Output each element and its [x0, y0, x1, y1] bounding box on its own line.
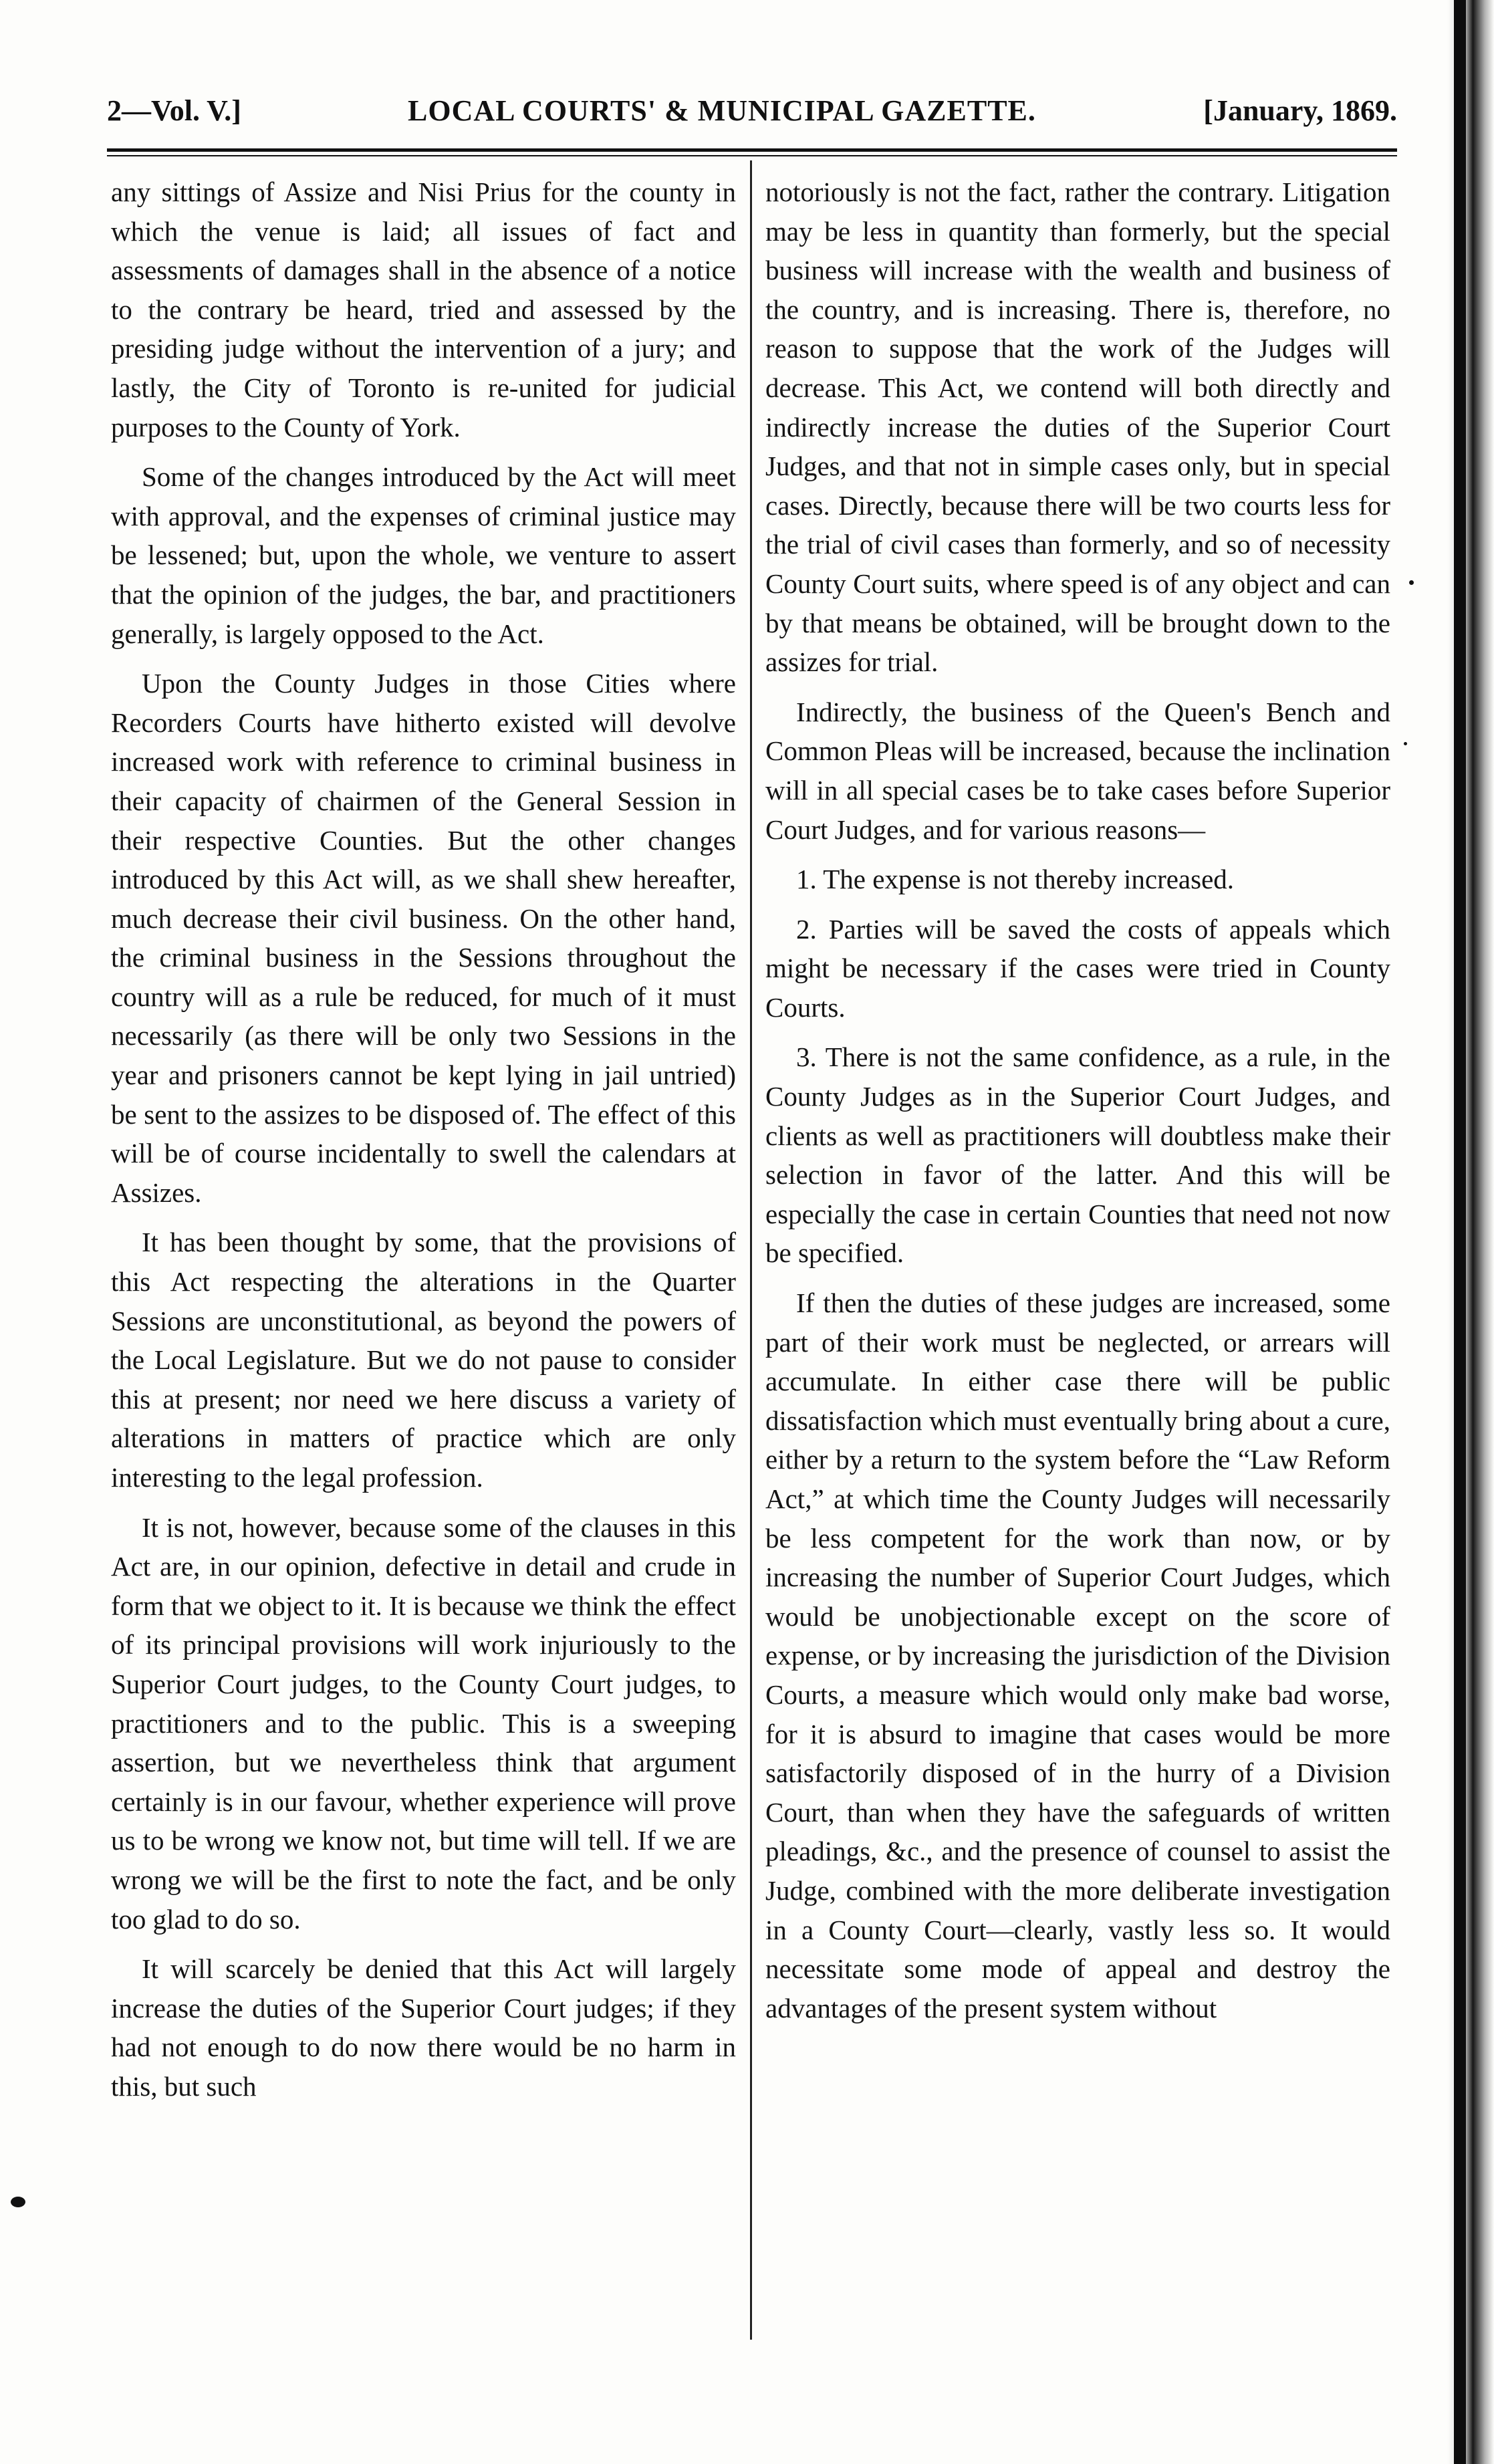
ink-speck: [11, 2197, 25, 2207]
paragraph: any sittings of Assize and Nisi Prius for the county in which the venue is laid; all issues of fact and assessments of damages shall in the absence of a notice to the contrary be heard, tried and assessed by the presiding judge without the intervention of a jury; and lastly, the City of Toronto is re-united for judicial purposes to the County of York.: [111, 176, 736, 443]
paragraph: notoriously is not the fact, rather the contrary. Litigation may be less in quantity than formerly, but the special business will increase with the wealth and business of the country, and is increasing. There is, therefore, no reason to suppose that the work of the Judges will decrease. This Act, we contend will both directly and indirectly increase the duties of the Superior Court Judges, and that not in simple cases only, but in special cases. Directly, because there will be two courts less for the trial of civil cases than formerly, and so of necessity County Court suits, where speed is of any object and can by that means be obtained, will be brought down to the assizes for trial.: [765, 176, 1390, 678]
paragraph: Some of the changes introduced by the Act will meet with approval, and the expenses of criminal justice may be lessened; but, upon the whole, we venture to assert that the opinion of the judges, the bar, and practitioners generally, is largely opposed to the Act.: [111, 461, 736, 649]
left-column: [111, 172, 736, 2117]
paragraph: Indirectly, the business of the Queen's Bench and Common Pleas will be increased, because the inclination will in all special cases be to take cases before Superior Court Judges, and for various reasons—: [765, 696, 1390, 845]
page-header: [107, 94, 1397, 140]
right-column: [765, 172, 1390, 2038]
paragraph: It will scarcely be denied that this Act will largely increase the duties of the Superior Court judges; if they had not enough to do now there would be no harm in this, but such: [111, 1953, 736, 2102]
paragraph: Upon the County Judges in those Cities where Recorders Courts have hitherto existed will devolve increased work with reference to criminal business in their capacity of chairmen of the General Session in their respective Counties. But the other changes introduced by this Act will, as we shall shew hereafter, much decrease their civil business. On the other hand, the criminal business in the Sessions throughout the country will as a rule be reduced, for much of it must necessarily (as there will be only two Sessions in the year and prisoners cannot be kept lying in jail untried) be sent to the assizes to be disposed of. The effect of this will be of course incidentally to swell the calendars at Assizes.: [111, 668, 736, 1208]
paragraph: If then the duties of these judges are increased, some part of their work must be neglected, or arrears will accumulate. In either case there will be public dissatisfaction which must eventually bring about a cure, either by a return to the system before the “Law Reform Act,” at which time the County Judges will necessarily be less competent for the work than now, or by increasing the number of Superior Court Judges, which would be unobjectionable except on the score of expense, or by increasing the jurisdiction of the Division Courts, a measure which would only make bad worse, for it is absurd to imagine that cases would be more satisfactorily disposed of in the hurry of a Division Court, than when they have the safeguards of written pleadings, &c., and the presence of counsel to assist the Judge, combined with the more deliberate investigation in a County Court—clearly, vastly less so. It would necessitate some mode of appeal and destroy the advantages of the present system without: [765, 1287, 1390, 2023]
ink-speck: [1409, 580, 1414, 585]
list-item: 3. There is not the same confidence, as a rule, in the County Judges as in the Superior Court Judges, and clients as well as practitioners will doubtless make their selection in favor of the latter. And this will be especially the case in certain Counties that need not now be specified.: [765, 1041, 1390, 1269]
publication-title: LOCAL COURTS' & MUNICIPAL GAZETTE.: [408, 94, 1036, 127]
header-rule-thick: [107, 148, 1397, 152]
column-divider: [750, 160, 752, 2340]
ink-speck: [1404, 742, 1407, 745]
paragraph: It is not, however, because some of the clauses in this Act are, in our opinion, defective in detail and crude in form that we object to it. It is because we think the effect of its principal provisions will work injuriously to the Superior Court judges, to the County Court judges, to practitioners and to the public. This is a sweeping assertion, but we nevertheless think that argument certainly is in our favour, whether experience will prove us to be wrong we know not, but time will tell. If we are wrong we will be the first to note the fact, and be only too glad to do so.: [111, 1511, 736, 1935]
list-item: 1. The expense is not thereby increased.: [796, 864, 1235, 895]
page-edge-binding: [1454, 0, 1466, 2464]
list-item: 2. Parties will be saved the costs of appeals which might be necessary if the cases were tried in County Courts.: [765, 913, 1390, 1023]
volume-label: 2—Vol. V.]: [107, 94, 241, 127]
issue-date: [January, 1869.: [1203, 94, 1397, 127]
paragraph: It has been thought by some, that the provisions of this Act respecting the alterations in the Quarter Sessions are unconstitutional, as beyond the powers of the Local Legislature. But we do not pause to consider this at present; nor need we here discuss a variety of alterations in matters of practice which are only interesting to the legal profession.: [111, 1227, 736, 1493]
header-rule-thin: [107, 155, 1397, 156]
